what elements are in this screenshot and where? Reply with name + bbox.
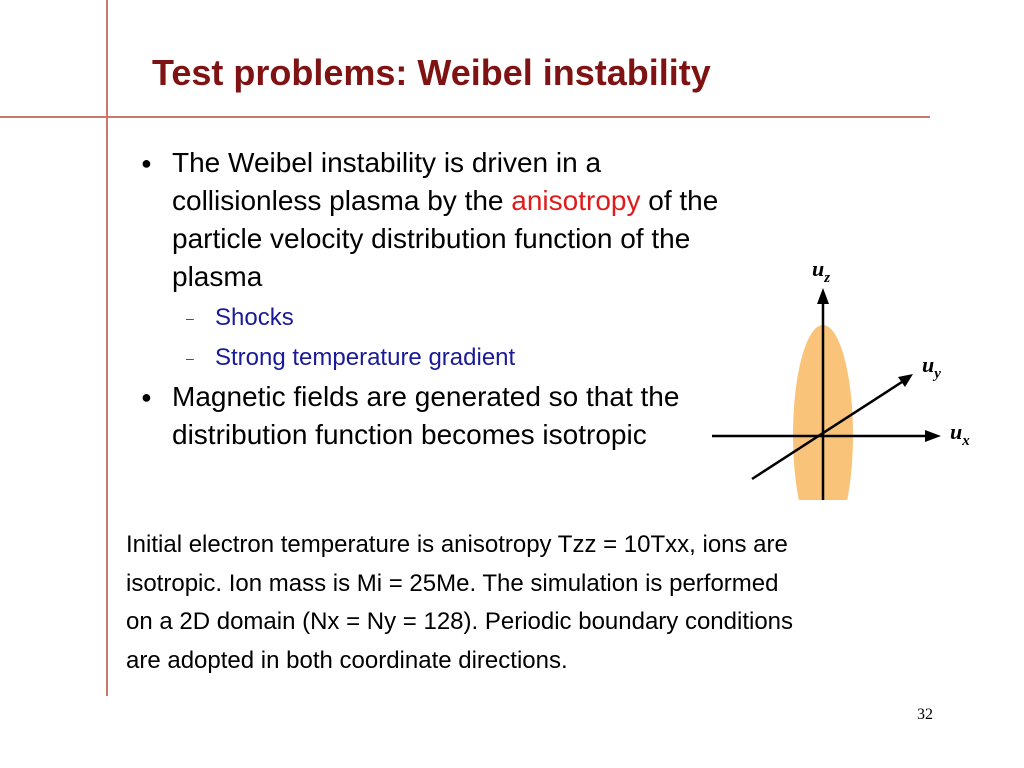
bullet-dot: ●	[141, 387, 152, 407]
uy-label	[922, 352, 941, 382]
ux-label	[950, 419, 970, 449]
paragraph-line: are adopted in both coordinate directions.	[126, 646, 568, 674]
highlight-term: anisotropy	[511, 185, 641, 216]
uy-arrow-icon	[898, 374, 913, 387]
vertical-rule	[106, 0, 108, 696]
sub-bullet-text: Strong temperature gradient	[215, 344, 516, 371]
uz-label-sub: z	[824, 270, 831, 286]
bullet-dot: ●	[141, 153, 152, 173]
bullet-text-continued: of the particle velocity distribution function of the plasma	[172, 185, 719, 292]
description-paragraph	[126, 526, 1006, 680]
bullet-item	[136, 144, 726, 296]
sub-bullet-dash: –	[186, 310, 194, 326]
ux-arrow-icon	[925, 430, 941, 442]
uz-arrow-icon	[817, 288, 829, 304]
sub-bullet-item	[136, 338, 726, 378]
uy-label-main: u	[922, 352, 935, 377]
sub-bullet-item	[136, 298, 726, 338]
bullet-text: Magnetic fields are generated so that the distribution function becomes isotropic	[172, 381, 680, 450]
slide-title: Test problems: Weibel instability	[152, 52, 711, 93]
paragraph-line: on a 2D domain (Nx = Ny = 128). Periodic boundary conditions	[126, 608, 794, 635]
bullet-text: The Weibel instability is driven in a collisionless plasma by the	[172, 147, 602, 216]
bullet-list	[136, 144, 726, 456]
horizontal-rule	[0, 116, 930, 118]
uz-label	[812, 256, 830, 286]
page-number: 32	[917, 706, 933, 723]
velocity-distribution-diagram	[700, 250, 1000, 500]
paragraph-line: Initial electron temperature is anisotropy Tzz = 10Txx, ions are	[126, 531, 788, 558]
uy-label-sub: y	[934, 366, 941, 382]
bullet-item	[136, 378, 726, 454]
ux-label-sub: x	[962, 433, 970, 449]
sub-bullet-text: Shocks	[215, 304, 294, 331]
uz-label-main: u	[812, 256, 825, 281]
ux-label-main: u	[950, 419, 963, 444]
paragraph-line: isotropic. Ion mass is Mi = 25Me. The simulation is performed	[126, 569, 779, 597]
sub-bullet-dash: –	[186, 350, 194, 366]
